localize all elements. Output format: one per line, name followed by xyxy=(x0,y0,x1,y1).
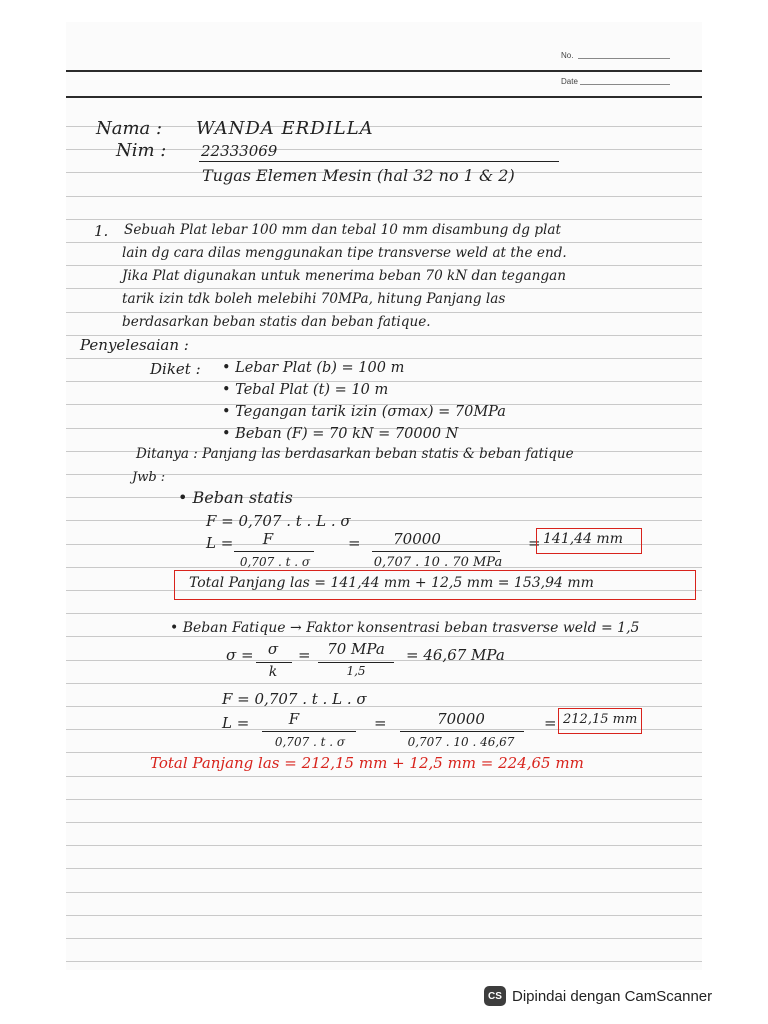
no-underline xyxy=(578,58,670,59)
ruled-line xyxy=(66,613,702,614)
ruled-line xyxy=(66,892,702,893)
header-rule xyxy=(66,96,702,98)
ruled-line xyxy=(66,938,702,939)
camscanner-logo-icon: CS xyxy=(484,986,506,1006)
ditanya-line: Ditanya : Panjang las berdasarkan beban statis & beban fatique xyxy=(136,446,574,462)
problem-line: lain dg cara dilas menggunakan tipe transverse weld at the end. xyxy=(122,245,567,261)
static-formula: F = 0,707 . t . L . σ xyxy=(206,512,351,530)
fatigue-eq: = xyxy=(298,646,311,664)
notebook-page xyxy=(66,22,702,970)
static-frac2-bar xyxy=(372,551,500,552)
fatigue-frac2-den: 0,707 . 10 . 46,67 xyxy=(407,735,515,749)
ruled-line xyxy=(66,915,702,916)
ruled-line xyxy=(66,776,702,777)
fatigue-formula: F = 0,707 . t . L . σ xyxy=(222,690,367,708)
nama-label: Nama : xyxy=(96,118,163,139)
static-frac1-den: 0,707 . t . σ xyxy=(239,555,311,569)
static-frac1-bar xyxy=(234,551,314,552)
header-rule xyxy=(66,70,702,72)
fatigue-sigma-result: = 46,67 MPa xyxy=(406,646,505,664)
static-frac2-den: 0,707 . 10 . 70 MPa xyxy=(373,555,503,570)
diket-item: • Tebal Plat (t) = 10 m xyxy=(222,382,389,398)
problem-line: Sebuah Plat lebar 100 mm dan tebal 10 mm disambung dg plat xyxy=(124,222,561,238)
nim-value: 22333069 xyxy=(201,142,278,160)
ruled-line xyxy=(66,660,702,661)
static-title: • Beban statis xyxy=(178,488,293,507)
fatigue-frac-v-den: 1,5 xyxy=(346,664,366,678)
problem-number: 1. xyxy=(94,222,109,240)
no-label: No. xyxy=(561,51,574,60)
camscanner-text: Dipindai dengan CamScanner xyxy=(512,987,713,1005)
ruled-line xyxy=(66,358,702,359)
fatigue-frac-s-den: k xyxy=(268,664,278,680)
fatigue-frac1-bar xyxy=(262,731,356,732)
jwb-label: Jwb : xyxy=(132,470,166,485)
fatigue-title: • Beban Fatique → Faktor konsentrasi beban trasverse weld = 1,5 xyxy=(170,620,640,636)
static-l-label: L = xyxy=(206,534,234,552)
fatigue-eq2: = xyxy=(544,714,557,732)
static-result: 141,44 mm xyxy=(543,531,623,547)
fatigue-frac-v-num: 70 MPa xyxy=(327,640,385,658)
static-eq2: = xyxy=(528,534,541,552)
fatigue-frac-s-num: σ xyxy=(267,640,279,658)
ruled-line xyxy=(66,845,702,846)
fatigue-frac2-bar xyxy=(400,731,524,732)
ruled-line xyxy=(66,752,702,753)
ruled-line xyxy=(66,961,702,962)
ruled-line xyxy=(66,636,702,637)
problem-line: tarik izin tdk boleh melebihi 70MPa, hitung Panjang las xyxy=(122,291,506,307)
fatigue-frac1-num: F xyxy=(288,710,300,728)
fatigue-result-box xyxy=(558,708,642,734)
diket-label: Diket : xyxy=(150,360,201,378)
static-eq: = xyxy=(348,534,361,552)
nama-value: WANDA ERDILLA xyxy=(196,118,374,139)
ruled-line xyxy=(66,265,702,266)
fatigue-sigma-label: σ = xyxy=(226,646,254,664)
static-frac2-num: 70000 xyxy=(393,530,441,548)
ruled-line xyxy=(66,219,702,220)
fatigue-total: Total Panjang las = 212,15 mm + 12,5 mm = 224,65 mm xyxy=(150,754,584,772)
ruled-line xyxy=(66,196,702,197)
diket-item: • Lebar Plat (b) = 100 m xyxy=(222,360,405,376)
ruled-line xyxy=(66,706,702,707)
nim-label: Nim : xyxy=(116,140,167,161)
problem-line: berdasarkan beban statis dan beban fatique. xyxy=(122,314,431,330)
diket-item: • Beban (F) = 70 kN = 70000 N xyxy=(222,426,459,442)
static-total: Total Panjang las = 141,44 mm + 12,5 mm = 153,94 mm xyxy=(189,575,594,591)
ruled-line xyxy=(66,242,702,243)
fatigue-l-label: L = xyxy=(222,714,250,732)
ruled-line xyxy=(66,799,702,800)
ruled-line xyxy=(66,288,702,289)
solution-heading: Penyelesaian : xyxy=(80,336,189,354)
fatigue-frac2-num: 70000 xyxy=(437,710,485,728)
fatigue-eq1: = xyxy=(374,714,387,732)
static-total-box xyxy=(174,570,696,600)
ruled-line xyxy=(66,497,702,498)
fatigue-frac1-den: 0,707 . t . σ xyxy=(274,735,346,749)
ruled-line xyxy=(66,683,702,684)
date-underline xyxy=(580,84,670,85)
ruled-line xyxy=(66,868,702,869)
ruled-line xyxy=(66,520,702,521)
static-result-box xyxy=(536,528,642,554)
identity-underline xyxy=(199,161,559,162)
ruled-line xyxy=(66,312,702,313)
camscanner-footer xyxy=(484,986,712,1006)
tugas-title: Tugas Elemen Mesin (hal 32 no 1 & 2) xyxy=(202,166,515,185)
date-label: Date xyxy=(561,77,578,86)
problem-line: Jika Plat digunakan untuk menerima beban 70 kN dan tegangan xyxy=(122,268,567,284)
static-frac1-num: F xyxy=(262,530,274,548)
ruled-line xyxy=(66,822,702,823)
diket-item: • Tegangan tarik izin (σmax) = 70MPa xyxy=(222,404,506,420)
fatigue-result: 212,15 mm xyxy=(563,712,638,727)
